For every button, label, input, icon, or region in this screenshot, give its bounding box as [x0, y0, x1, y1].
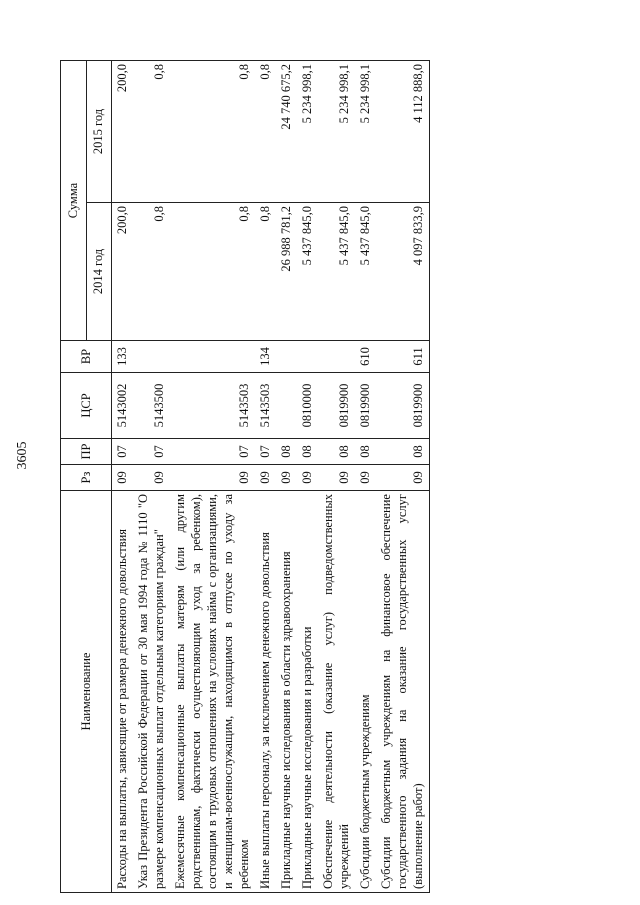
row-csr — [276, 373, 297, 439]
row-rz: 09 — [355, 465, 376, 491]
row-vr: 611 — [376, 341, 430, 373]
rotated-page — [12, 18, 632, 893]
header-pr: ПР — [61, 439, 112, 465]
row-rz: 09 — [376, 465, 430, 491]
row-vr — [276, 341, 297, 373]
header-name: Наименование — [61, 491, 112, 893]
row-sum-2015: 0,8 — [255, 61, 276, 203]
table-row — [355, 61, 376, 893]
row-pr: 08 — [318, 439, 355, 465]
row-rz: 09 — [276, 465, 297, 491]
row-csr: 5143500 — [133, 373, 170, 439]
row-pr: 07 — [133, 439, 170, 465]
row-csr: 0819900 — [376, 373, 430, 439]
row-sum-2015: 5 234 998,1 — [297, 61, 318, 203]
row-csr: 5143503 — [255, 373, 276, 439]
row-name: Ежемесячные компенсационные выплаты матерям (или другим родственникам, фактически осуществляющим уход за ребенком), состоящим в трудовых отношениях на условиях найма с организациями, и женщинам-военнослужащим, находящимся в отпуске по уходу за ребенком — [170, 491, 255, 893]
row-rz: 09 — [112, 465, 134, 491]
row-pr: 07 — [112, 439, 134, 465]
header-csr: ЦСР — [61, 373, 112, 439]
row-name: Расходы на выплаты, зависящие от размера денежного довольствия — [112, 491, 134, 893]
row-sum-2015: 0,8 — [133, 61, 170, 203]
row-name: Прикладные научные исследования в области здравоохранения — [276, 491, 297, 893]
row-vr: 610 — [355, 341, 376, 373]
row-rz: 09 — [170, 465, 255, 491]
row-sum-2014: 200,0 — [112, 203, 134, 341]
row-sum-2014: 5 437 845,0 — [355, 203, 376, 341]
row-sum-2015: 4 112 888,0 — [376, 61, 430, 203]
row-sum-2014: 5 437 845,0 — [297, 203, 318, 341]
row-vr: 133 — [112, 341, 134, 373]
row-sum-2014: 26 988 781,2 — [276, 203, 297, 341]
row-csr: 5143002 — [112, 373, 134, 439]
table-header — [61, 61, 112, 893]
row-csr: 0819900 — [318, 373, 355, 439]
header-rz: Рз — [61, 465, 112, 491]
table-row — [297, 61, 318, 893]
row-sum-2015: 24 740 675,2 — [276, 61, 297, 203]
row-pr: 08 — [376, 439, 430, 465]
table-body — [112, 61, 430, 893]
row-name: Субсидии бюджетным учреждениям на финансовое обеспечение государственного задания на оказание государственных услуг (выполнение работ) — [376, 491, 430, 893]
row-csr: 0810000 — [297, 373, 318, 439]
row-rz: 09 — [133, 465, 170, 491]
table-row — [133, 61, 170, 893]
table-row — [170, 61, 255, 893]
row-vr — [318, 341, 355, 373]
header-sum: Сумма — [61, 61, 87, 341]
row-name: Прикладные научные исследования и разработки — [297, 491, 318, 893]
header-2014: 2014 год — [86, 203, 112, 341]
table-row — [112, 61, 134, 893]
row-sum-2014: 4 097 833,9 — [376, 203, 430, 341]
row-pr: 08 — [276, 439, 297, 465]
table-row — [255, 61, 276, 893]
row-vr — [297, 341, 318, 373]
row-sum-2015: 0,8 — [170, 61, 255, 203]
row-sum-2014: 0,8 — [170, 203, 255, 341]
row-pr: 08 — [297, 439, 318, 465]
row-sum-2015: 200,0 — [112, 61, 134, 203]
table-row — [318, 61, 355, 893]
row-sum-2014: 0,8 — [255, 203, 276, 341]
row-rz: 09 — [297, 465, 318, 491]
budget-table — [60, 60, 430, 893]
row-vr: 134 — [255, 341, 276, 373]
row-vr — [133, 341, 170, 373]
row-sum-2015: 5 234 998,1 — [318, 61, 355, 203]
header-2015: 2015 год — [86, 61, 112, 203]
row-pr: 08 — [355, 439, 376, 465]
row-sum-2015: 5 234 998,1 — [355, 61, 376, 203]
page-number: 3605 — [15, 441, 30, 470]
row-rz: 09 — [255, 465, 276, 491]
row-sum-2014: 5 437 845,0 — [318, 203, 355, 341]
row-name: Обеспечение деятельности (оказание услуг) подведомственных учреждений — [318, 491, 355, 893]
row-pr: 07 — [170, 439, 255, 465]
row-name: Субсидии бюджетным учреждениям — [355, 491, 376, 893]
row-vr — [170, 341, 255, 373]
header-vr: ВР — [61, 341, 112, 373]
row-name: Указ Президента Российской Федерации от 30 мая 1994 года № 1110 "О размере компенсационных выплат отдельным категориям граждан" — [133, 491, 170, 893]
table-row — [376, 61, 430, 893]
table-row — [276, 61, 297, 893]
row-sum-2014: 0,8 — [133, 203, 170, 341]
row-pr: 07 — [255, 439, 276, 465]
row-csr: 5143503 — [170, 373, 255, 439]
row-rz: 09 — [318, 465, 355, 491]
row-name: Иные выплаты персоналу, за исключением денежного довольствия — [255, 491, 276, 893]
row-csr: 0819900 — [355, 373, 376, 439]
